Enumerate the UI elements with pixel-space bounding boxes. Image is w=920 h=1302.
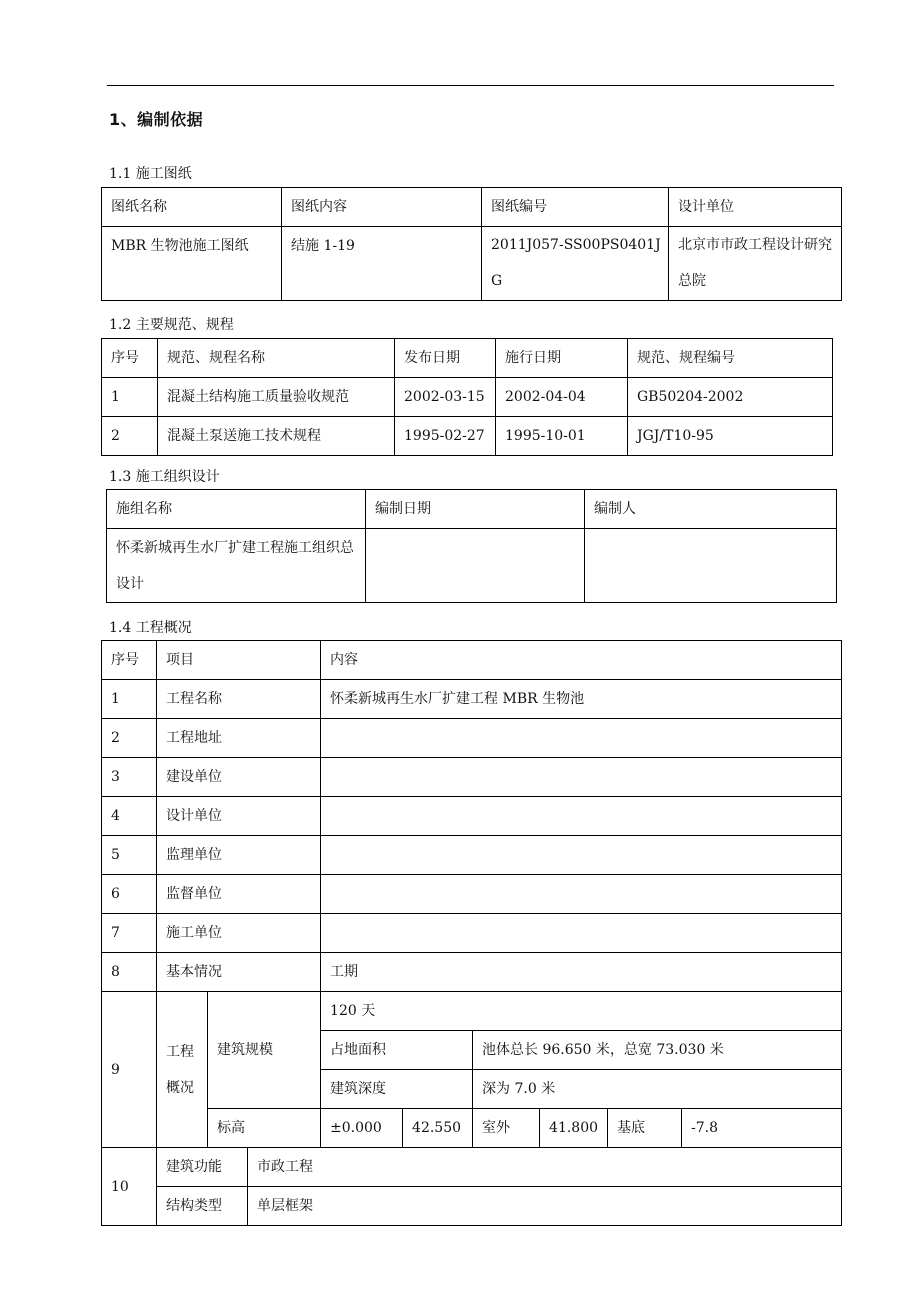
cell: 监理单位 [157, 836, 321, 875]
header-cell: 规范、规程名称 [158, 339, 395, 378]
cell: 混凝土泵送施工技术规程 [158, 417, 395, 456]
cell [321, 914, 842, 953]
drawing-name: MBR 生物池施工图纸 [102, 227, 282, 301]
cell: 建设单位 [157, 758, 321, 797]
depth-value: 深为 7.0 米 [473, 1070, 842, 1109]
base-value: -7.8 [682, 1109, 842, 1148]
s12-title: 1.2 主要规范、规程 [109, 317, 234, 333]
cell [321, 836, 842, 875]
cell: 工期 [321, 953, 842, 992]
header-cell: 施组名称 [107, 490, 366, 529]
table-row [102, 914, 842, 953]
elevation-label: 标高 [208, 1109, 321, 1148]
table-row [102, 378, 833, 417]
table-row [102, 797, 842, 836]
cell: 工程名称 [157, 680, 321, 719]
org-design-table [106, 489, 837, 603]
table-row [102, 680, 842, 719]
cell: GB50204-2002 [628, 378, 833, 417]
header-cell: 序号 [102, 339, 158, 378]
cell [321, 875, 842, 914]
cell [321, 758, 842, 797]
cell: 基本情况 [157, 953, 321, 992]
cell: 设计单位 [157, 797, 321, 836]
table-row [102, 719, 842, 758]
cell [321, 797, 842, 836]
header-rule [107, 85, 834, 86]
row9-group-label: 工程概况 [157, 992, 208, 1148]
drawing-number: 2011J057-SS00PS0401JG [482, 227, 669, 301]
cell: 1995-10-01 [496, 417, 628, 456]
section-heading: 1、编制依据 [109, 110, 204, 129]
header-cell: 图纸名称 [102, 188, 282, 227]
structure-label: 结构类型 [157, 1187, 248, 1226]
cell: 3 [102, 758, 157, 797]
elevation-top: 42.550 [403, 1109, 473, 1148]
cell: 2 [102, 719, 157, 758]
function-label: 建筑功能 [157, 1148, 248, 1187]
org-design-date [366, 529, 585, 603]
overview-table [101, 640, 842, 1226]
cell: 1 [102, 378, 158, 417]
header-cell: 图纸编号 [482, 188, 669, 227]
org-design-author [585, 529, 837, 603]
structure-value: 单层框架 [248, 1187, 842, 1226]
scale-label: 建筑规模 [208, 992, 321, 1109]
table-row [102, 417, 833, 456]
standards-table [101, 338, 833, 456]
cell: JGJ/T10-95 [628, 417, 833, 456]
cell: 2002-04-04 [496, 378, 628, 417]
header-cell: 发布日期 [395, 339, 496, 378]
depth-label: 建筑深度 [321, 1070, 473, 1109]
cell: 1995-02-27 [395, 417, 496, 456]
header-cell: 内容 [321, 641, 842, 680]
header-cell: 规范、规程编号 [628, 339, 833, 378]
outdoor-label: 室外 [473, 1109, 540, 1148]
header-cell: 项目 [157, 641, 321, 680]
s14-title: 1.4 工程概况 [109, 620, 192, 636]
org-design-name: 怀柔新城再生水厂扩建工程施工组织总设计 [107, 529, 366, 603]
cell: 工程地址 [157, 719, 321, 758]
header-cell: 施行日期 [496, 339, 628, 378]
row9-number: 9 [102, 992, 157, 1148]
cell: 2002-03-15 [395, 378, 496, 417]
outdoor-value: 41.800 [540, 1109, 608, 1148]
base-label: 基底 [608, 1109, 682, 1148]
area-label: 占地面积 [321, 1031, 473, 1070]
header-cell: 序号 [102, 641, 157, 680]
area-value: 池体总长 96.650 米，总宽 73.030 米 [473, 1031, 842, 1070]
elevation-zero: ±0.000 [321, 1109, 403, 1148]
cell: 5 [102, 836, 157, 875]
cell: 混凝土结构施工质量验收规范 [158, 378, 395, 417]
row10-number: 10 [102, 1148, 157, 1226]
header-cell: 编制人 [585, 490, 837, 529]
header-cell: 设计单位 [669, 188, 842, 227]
cell: 2 [102, 417, 158, 456]
cell: 监督单位 [157, 875, 321, 914]
design-unit: 北京市市政工程设计研究总院 [669, 227, 842, 301]
cell: 施工单位 [157, 914, 321, 953]
table-row [102, 836, 842, 875]
cell: 1 [102, 680, 157, 719]
header-cell: 图纸内容 [282, 188, 482, 227]
cell: 怀柔新城再生水厂扩建工程 MBR 生物池 [321, 680, 842, 719]
table-row [102, 758, 842, 797]
function-value: 市政工程 [248, 1148, 842, 1187]
duration-value: 120 天 [321, 992, 842, 1031]
cell [321, 719, 842, 758]
cell: 8 [102, 953, 157, 992]
s11-title: 1.1 施工图纸 [109, 166, 192, 182]
cell: 6 [102, 875, 157, 914]
s13-title: 1.3 施工组织设计 [109, 469, 220, 485]
drawings-table [101, 187, 842, 301]
cell: 4 [102, 797, 157, 836]
drawing-content: 结施 1-19 [282, 227, 482, 301]
table-row [102, 953, 842, 992]
cell: 7 [102, 914, 157, 953]
table-row [102, 875, 842, 914]
header-cell: 编制日期 [366, 490, 585, 529]
